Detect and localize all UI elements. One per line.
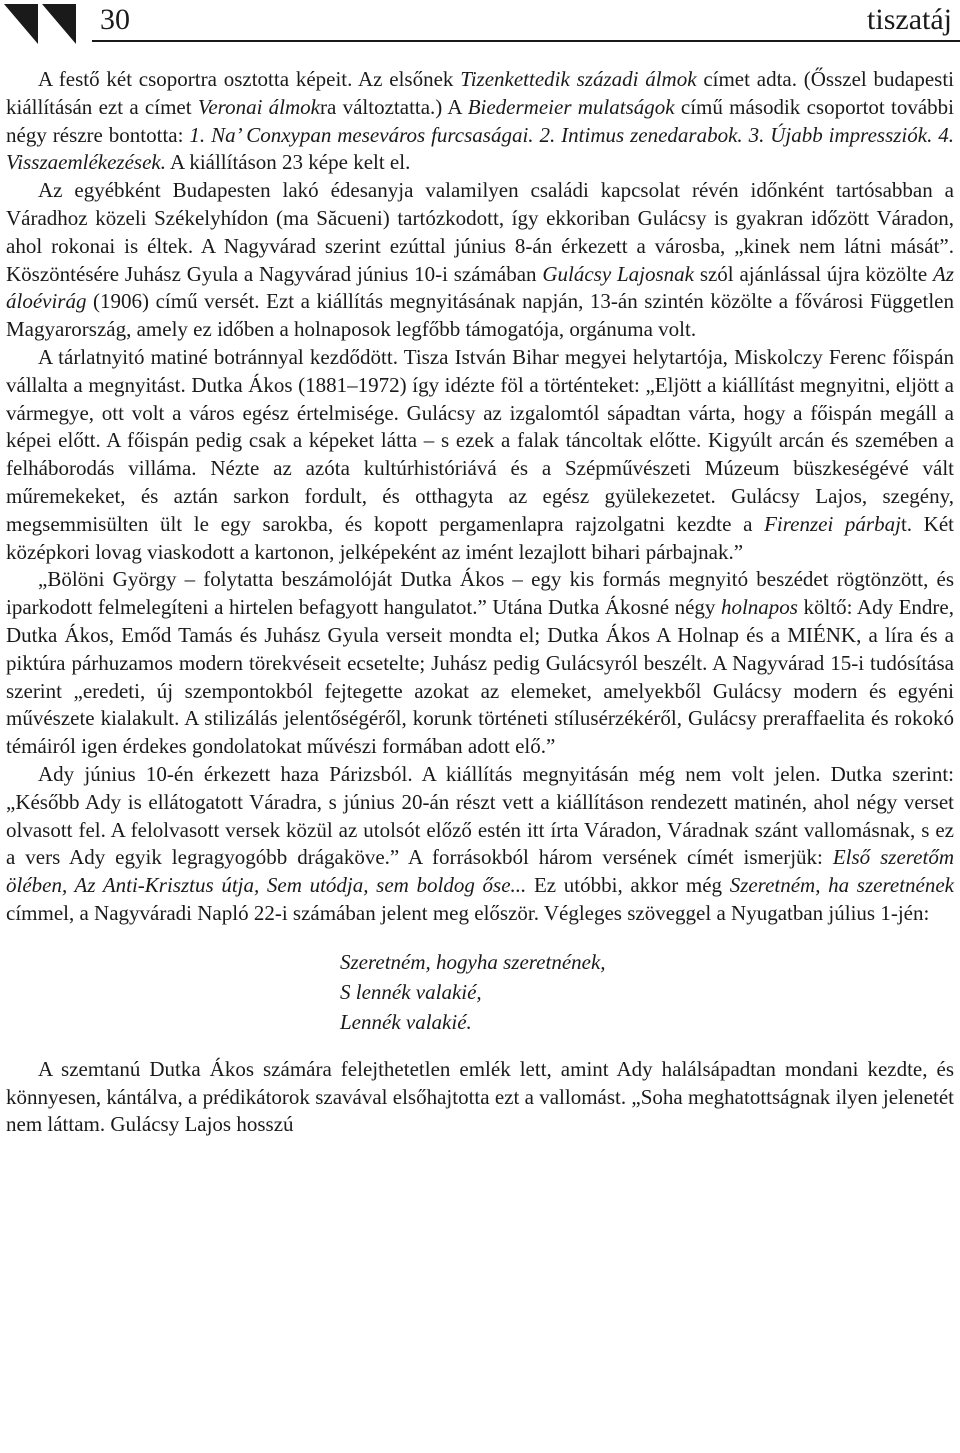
page-header (0, 0, 960, 50)
paragraph-1: A festő két csoportra osztotta képeit. Az elsőnek Tizenkettedik századi álmok címet adta. (Ősszel budapesti kiállításán ezt a címet Veronai álmokra változtatta.) A Biedermeier mulatságok című második csoportot további négy részre bontotta: 1. Na’ Conxypan meseváros furcsaságai. 2. Intimus zenedarabok. 3. Újabb impressziók. 4. Visszaemlékezések. A kiállításon 23 képe kelt el. (6, 67, 955, 175)
poem-quote (340, 947, 954, 1037)
poem-line: S lennék valakié, (340, 979, 482, 1004)
paragraph-5: Ady június 10-én érkezett haza Párizsból. A kiállítás megnyitásán még nem volt jelen. Dutka szerint: „Később Ady is ellátogatott Váradra, s június 20-án részt vett a kiállításon rendezett matinén, ahol négy verset olvasott fel. A felolvasott versek közül az utolsót előző estén itt írta Váradon, Váradnak szánt vallomásnak, s ez a vers Ady egyik legragyogóbb drágaköve.” A forrásokból három versének címét ismerjük: Első szeretőm ölében, Az Anti-Krisztus útja, Sem utódja, sem boldog őse... Ez utóbbi, akkor még Szeretném, ha szeretnének címmel, a Nagyváradi Napló 22-i számában jelent meg először. Végleges szöveggel a Nyugatban július 1-jén: (6, 761, 954, 925)
paragraph-4: „Bölöni György – folytatta beszámolóját Dutka Ákos – egy kis formás megnyitó beszédet rögtönzött, és iparkodott felmelegíteni a hirtelen befagyott hangulatot.” Utána Dutka Ákosné négy holnapos költő: Ady Endre, Dutka Ákos, Emőd Tamás és Juhász Gyula verseit mondta el; Dutka Ákos A Holnap és a MIÉNK, a líra és a piktúra párhuzamos modern törekvéseit ecsetelte; Juhász pedig Gulácsyról beszélt. A Nagyvárad 15-i tudósítása szerint „eredeti, új szempontokból fejtegette azokat az elemeket, amelyekből Gulácsy modern és egyéni művészete kialakult. A stilizálás jelentőségéről, korunk történeti stílusérzékéről, Gulácsy preraffaelita és rokokó témáiról igen érdekes gondolatokat művészi formában adott elő.” (6, 567, 954, 759)
header-rule (92, 40, 960, 42)
double-triangle-mark-icon (4, 4, 80, 48)
page-number: 30 (100, 3, 130, 36)
paragraph-6: A szemtanú Dutka Ákos számára felejthetetlen emlék lett, amint Ady halálsápadtan mondani kezdte, és könnyesen, kántálva, a prédikátorok szavával elsőhajtotta ezt a vallomást. „Soha meghatottságnak ilyen jelenetét nem láttam. Gulácsy Lajos hosszú (6, 1056, 954, 1137)
poem-line: Lennék valakié. (340, 1009, 472, 1034)
journal-name: tiszatáj (867, 3, 952, 36)
paragraph-2: Az egyébként Budapesten lakó édesanyja valamilyen családi kapcsolat révén időnként tartósabban a Váradhoz közeli Székelyhídon (ma Săcueni) tartózkodott, így ekkoriban Gulácsy is gyakran időzött Váradon, ahol rokonai is éltek. A Nagyvárad szerint ezúttal június 8-án érkezett a városba, „kinek nem látni mását”. Köszöntésére Juhász Gyula a Nagyvárad június 10-i számában Gulácsy Lajosnak szól ajánlással újra közölte Az áloévirág (1906) című versét. Ezt a kiállítás megnyitásának napján, 13-án szintén közölte a fővárosi Független Magyarország, amely ez időben a holnaposok legfőbb támogatója, orgánuma volt. (6, 178, 954, 342)
article-body (6, 66, 954, 1139)
poem-line: Szeretném, hogyha szeretnének, (340, 949, 606, 974)
paragraph-3: A tárlatnyitó matiné botránnyal kezdődött. Tisza István Bihar megyei helytartója, Miskolczy Ferenc főispán vállalta a megnyitást. Dutka Ákos (1881–1972) így idézte föl a történteket: „Eljött a kiállítást megnyitni, eljött a vármegye, ott volt a város egész értelmisége. Gulácsy az izgalomtól sápadtan várta, hogy a főispán megáll a képei előtt. A főispán pedig csak a képeket látta – s ezek a falak táncoltak előtte. Kigyúlt arcán és szemében a felháborodás villáma. Nézte az azóta kultúrhistóriává és a Szépművészeti Múzeum büszkeségévé vált műremekeket, és aztán sarkon fordult, és otthagyta az egész gyülekezetet. Gulácsy Lajos, szegény, megsemmisülten ült le egy sarokba, és kopott pergamenlapra rajzolgatni kezdte a Firenzei párbajt. Két középkori lovag viaskodott a kartonon, jelképeként az imént lezajlott bihari párbajnak.” (6, 344, 954, 564)
